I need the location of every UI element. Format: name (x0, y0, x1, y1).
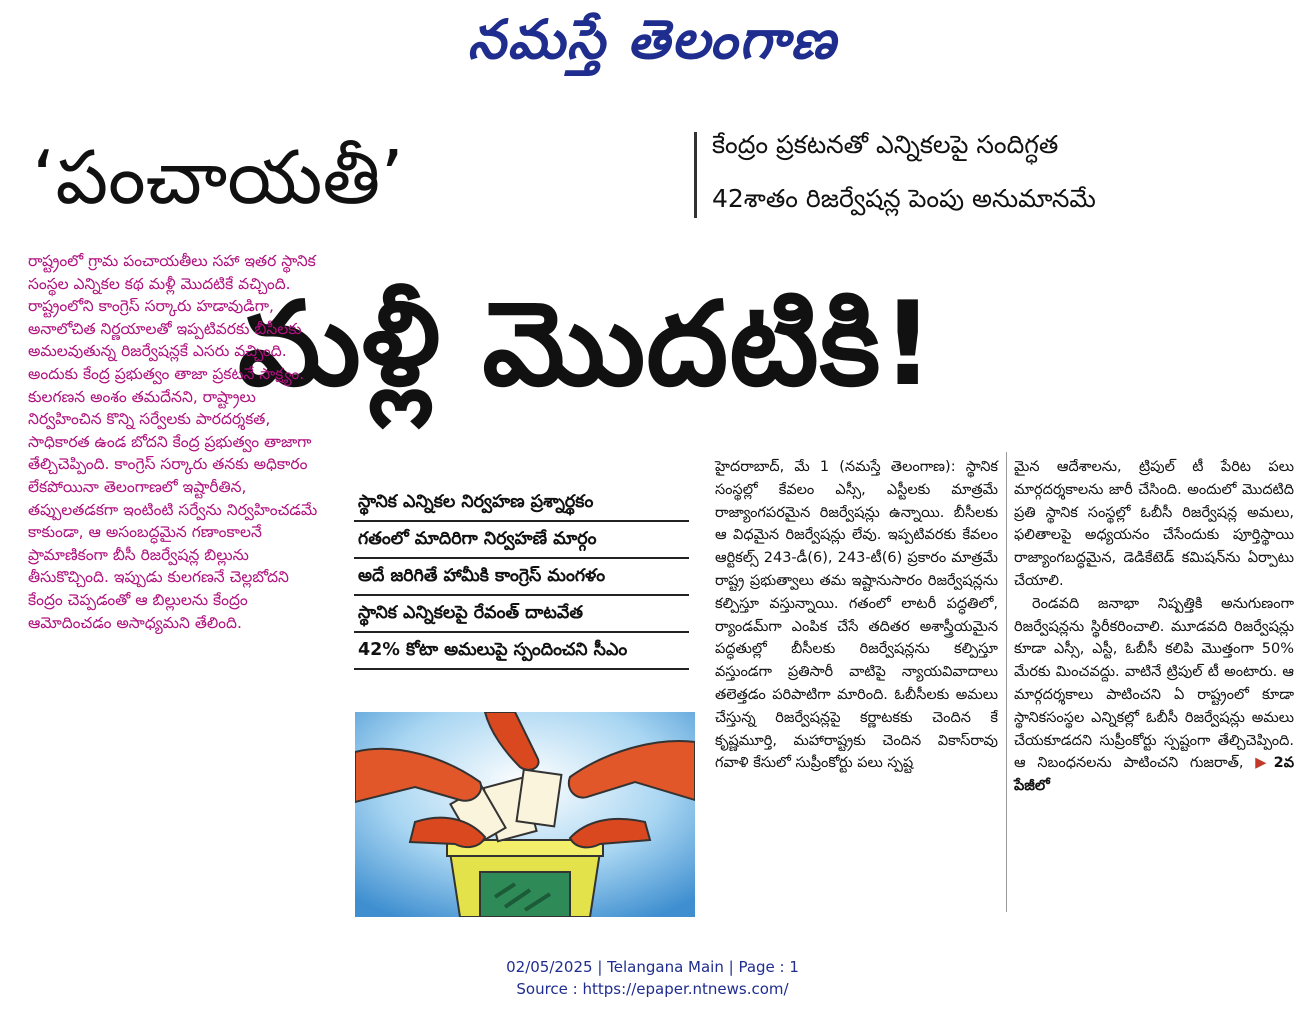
body-paragraph: మైన ఆదేశాలను, ట్రిపుల్ టీ పేరిట పలు మార్గదర్శకాలను జారీ చేసింది. అందులో మొదటిది ప్రతి స్థానిక సంస్థల్లో ఓబీసీ రిజర్వేషన్ల అమలు, ఫలితాలపై అధ్యయనం చేసేందుకు పూర్తిస్థాయి రాజ్యాంగబద్ధమైన, డెడికేటెడ్ కమిషన్‌ను ఏర్పాటు చేయాలి. (1014, 459, 1294, 589)
deck-divider (694, 132, 697, 218)
highlight-item: అదే జరిగితే హామీకి కాంగ్రెస్ మంగళం (354, 559, 689, 596)
ballot-illustration-svg (355, 712, 695, 917)
column-divider (1006, 452, 1007, 912)
footer-source-link[interactable]: Source : https://epaper.ntnews.com/ (516, 980, 789, 998)
jump-label: 2వ పేజీలో (1014, 755, 1295, 795)
deck-line-1: కేంద్రం ప్రకటనతో ఎన్నికలపై సందిగ్ధత (712, 130, 1059, 159)
intro-paragraph (28, 250, 324, 634)
body-column-2 (1014, 456, 1294, 798)
highlight-item: స్థానిక ఎన్నికలపై రేవంత్ దాటవేత (354, 596, 689, 633)
body-paragraph: హైదరాబాద్, మే 1 (నమస్తే తెలంగాణ): స్థానిక సంస్థల్లో కేవలం ఎస్సీ, ఎస్టీలకు మాత్రమే రాజ్యాంగపరమైన రిజర్వేషన్లు ఉన్నాయి. బీసీలకు ఆ విధమైన రిజర్వేషన్లు లేవు. ఇప్పటివరకు కేవలం ఆర్టికల్స్ 243-డీ(6), 243-టీ(6) ప్రకారం మాత్రమే రాష్ట్ర ప్రభుత్వాలు తమ ఇష్టానుసారం రిజర్వేషన్లను కల్పిస్తూ వస్తున్నాయి. గతంలో లాటరీ పద్ధతిలో, ర్యాండమ్‌గా ఎంపిక చేసే తదితర అశాస్త్రీయమైన పద్ధతుల్లో బీసీలకు రిజర్వేషన్లను కల్పిస్తూ వస్తుండగా ప్రతిసారీ వాటిపై న్యాయవివాదాలు తలెత్తడం పరిపాటిగా మారింది. ఓబీసీలకు అమలు చేస్తున్న రిజర్వేషన్లపై కర్ణాటకకు చెందిన కే కృష్ణమూర్తి, మహారాష్ట్రకు చెందిన వికాస్‌రావు గవాళి కేసులో సుప్రీంకోర్టు పలు స్పష్ట (715, 459, 998, 772)
deck-line-2: 42శాతం రిజర్వేషన్ల పెంపు అనుమానమే (712, 184, 1096, 213)
intro-text: రాష్ట్రంలో గ్రామ పంచాయతీలు సహా ఇతర స్థానిక సంస్థల ఎన్నికల కథ మళ్లీ మొదటికే వచ్చింది. రాష్ట్రంలోని కాంగ్రెస్ సర్కారు హడావుడిగా, అనాలోచిత నిర్ణయాలతో ఇప్పటివరకు బీసీలకు అమలవుతున్న రిజర్వేషన్లకే ఎసరు వచ్చింది. అందుకు కేంద్ర ప్రభుత్వం తాజా ప్రకటనే సాక్ష్యం. కులగణన అంశం తమదేనని, రాష్ట్రాలు నిర్వహించిన కొన్ని సర్వేలకు పారదర్శకత, సాధికారత ఉండ బోదని కేంద్ర ప్రభుత్వం తాజాగా తేల్చిచెప్పింది. కాంగ్రెస్ సర్కారు తనకు అధికారం లేకపోయినా తెలంగాణలో ఇష్టారీతిన, తప్పులతడకగా ఇంటింటి సర్వేను నిర్వహించడమే కాకుండా, ఆ అసంబద్ధమైన గణాంకాలనే ప్రామాణికంగా బీసీ రిజర్వేషన్ల బిల్లును తీసుకొచ్చింది. ఇప్పుడు కులగణనే చెల్లబోదని కేంద్రం చెప్పడంతో ఆ బిల్లులను కేంద్రం ఆమోదించడం అసాధ్యమని తేలింది. (28, 252, 318, 632)
body-paragraph (1014, 593, 1294, 798)
body-paragraph-text: రెండవది జనాభా నిష్పత్తికి అనుగుణంగా రిజర్వేషన్లను స్థిరీకరించాలి. మూడవది రిజర్వేషన్లు కూడా ఎస్సీ, ఎస్టీ, ఓబీసీ కలిపి మొత్తంగా 50% మేరకు మించవద్దు. వాటినే ట్రిపుల్ టీ అంటారు. ఆ మార్గదర్శకాలు పాటించని ఏ రాష్ట్రంలో కూడా స్థానికసంస్థల ఎన్నికల్లో ఓబీసీ రిజర్వేషన్లు అమలు చేయకూడదని సుప్రీంకోర్టు స్పష్టంగా తేల్చిచెప్పింది. ఆ నిబంధనలను పాటించని గుజరాత్, (1014, 595, 1294, 772)
ballot-box-illustration (355, 712, 695, 917)
highlights-box (354, 485, 689, 670)
highlight-item: స్థానిక ఎన్నికల నిర్వహణ ప్రశ్నార్థకం (354, 485, 689, 522)
body-column-1 (715, 456, 998, 775)
highlight-item: గతంలో మాదిరిగా నిర్వహణే మార్గం (354, 522, 689, 559)
highlight-item: 42% కోటా అమలుపై స్పందించని సీఎం (354, 633, 689, 670)
masthead-title: నమస్తే తెలంగాణ (467, 7, 838, 71)
main-headline: మళ్లీ మొదటికి! (238, 277, 936, 412)
headline-kicker: ‘పంచాయతీ’ (32, 135, 404, 221)
triangle-right-icon: ▶ (1255, 755, 1274, 772)
footer-edition-info: 02/05/2025 | Telangana Main | Page : 1 (506, 958, 799, 976)
